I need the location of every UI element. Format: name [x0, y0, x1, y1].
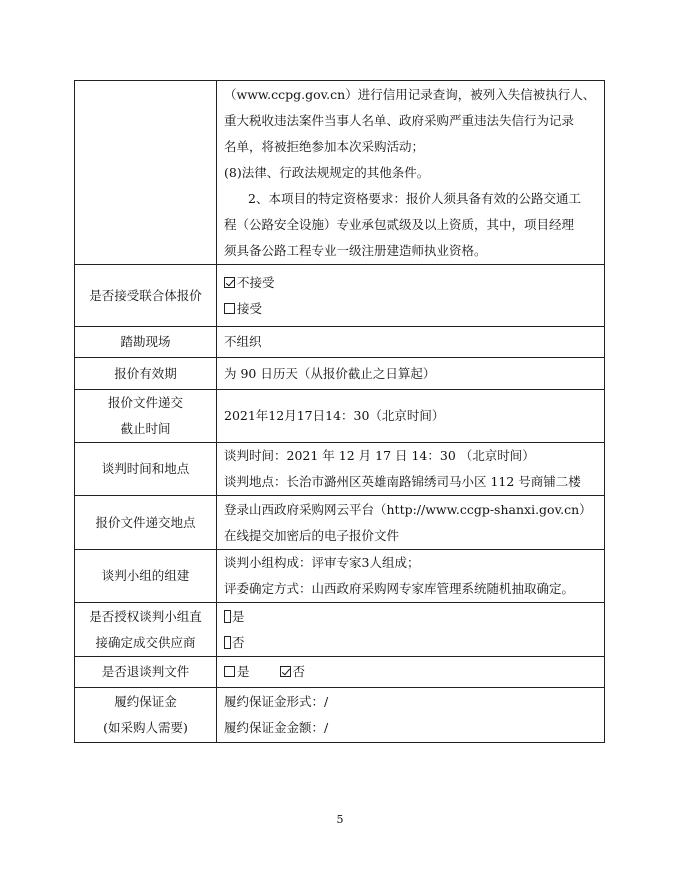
submission-line: 在线提交加密后的电子报价文件	[224, 527, 400, 543]
deadline-value: 2021年12月17日14：30（北京时间）	[217, 390, 605, 443]
table-row	[75, 327, 605, 358]
table-row	[75, 443, 605, 496]
requirement-line: 2、本项目的特定资格要求：报价人须具备有效的公路交通工	[248, 190, 581, 206]
requirement-line: （www.ccpg.gov.cn）进行信用记录查询，被列入失信被执行人、	[224, 86, 596, 102]
unchecked-checkbox-icon[interactable]	[224, 610, 231, 623]
refund-label: 是否退谈判文件	[75, 657, 217, 688]
authorize-label: 是否授权谈判小组直 接确定成交供应商	[75, 603, 217, 657]
negotiation-time: 谈判时间：2021 年 12 月 17 日 14：30 （北京时间）	[224, 448, 535, 463]
table-row	[75, 81, 605, 265]
panel-selection: 评委确定方式：山西政府采购网专家库管理系统随机抽取确定。	[224, 581, 575, 596]
requirement-line: 程（公路安全设施）专业承包贰级及以上资质，其中，项目经理	[224, 216, 575, 232]
bond-amount: 履约保证金金额：/	[224, 720, 329, 735]
table-row	[75, 496, 605, 550]
joint-bid-value	[217, 265, 605, 327]
authorize-value	[217, 603, 605, 657]
bond-label: 履约保证金 (如采购人需要)	[75, 688, 217, 743]
empty-label-cell	[75, 81, 217, 265]
accept-option: 接受	[237, 300, 263, 316]
submission-label: 报价文件递交地点	[75, 496, 217, 550]
not-accept-option: 不接受	[237, 274, 275, 290]
site-visit-value: 不组织	[217, 327, 605, 358]
submission-line: 登录山西政府采购网云平台（http://www.ccgp-shanxi.gov.cn）	[224, 501, 592, 517]
table-row	[75, 657, 605, 688]
table-row	[75, 550, 605, 603]
submission-value	[217, 496, 605, 550]
unchecked-checkbox-icon[interactable]	[224, 666, 235, 677]
refund-no-option: 否	[292, 664, 306, 679]
checked-checkbox-icon[interactable]	[224, 277, 235, 288]
table-row	[75, 390, 605, 443]
refund-value	[217, 657, 605, 688]
qualification-requirements-cell	[217, 81, 605, 265]
table-row	[75, 358, 605, 390]
validity-label: 报价有效期	[75, 358, 217, 390]
bond-form: 履约保证金形式：/	[224, 694, 329, 709]
procurement-info-table	[74, 80, 605, 743]
bond-value	[217, 688, 605, 743]
page-number: 5	[336, 813, 344, 826]
negotiation-label: 谈判时间和地点	[75, 443, 217, 496]
negotiation-place: 谈判地点：长治市潞州区英雄南路锦绣司马小区 112 号商铺二楼	[224, 474, 581, 489]
unchecked-checkbox-icon[interactable]	[224, 303, 235, 314]
site-visit-label: 踏勘现场	[75, 327, 217, 358]
deadline-label: 报价文件递交 截止时间	[75, 390, 217, 443]
authorize-no-option: 否	[232, 634, 245, 650]
refund-yes-option: 是	[237, 664, 250, 679]
requirement-line: 重大税收违法案件当事人名单、政府采购严重违法失信行为记录	[224, 112, 575, 128]
panel-value	[217, 550, 605, 603]
panel-label: 谈判小组的组建	[75, 550, 217, 603]
unchecked-checkbox-icon[interactable]	[224, 636, 231, 649]
authorize-yes-option: 是	[232, 608, 245, 624]
checked-checkbox-icon[interactable]	[280, 666, 291, 677]
joint-bid-label: 是否接受联合体报价	[75, 265, 217, 327]
negotiation-value	[217, 443, 605, 496]
requirement-line: 须具备公路工程专业一级注册建造师执业资格。	[224, 242, 487, 258]
table-row	[75, 688, 605, 743]
validity-value: 为 90 日历天（从报价截止之日算起）	[217, 358, 605, 390]
requirement-line: 名单，将被拒绝参加本次采购活动；	[224, 138, 425, 154]
requirement-line: (8)法律、行政法规规定的其他条件。	[224, 164, 430, 180]
panel-composition: 谈判小组构成：评审专家3人组成；	[224, 555, 420, 570]
table-row	[75, 265, 605, 327]
table-row	[75, 603, 605, 657]
